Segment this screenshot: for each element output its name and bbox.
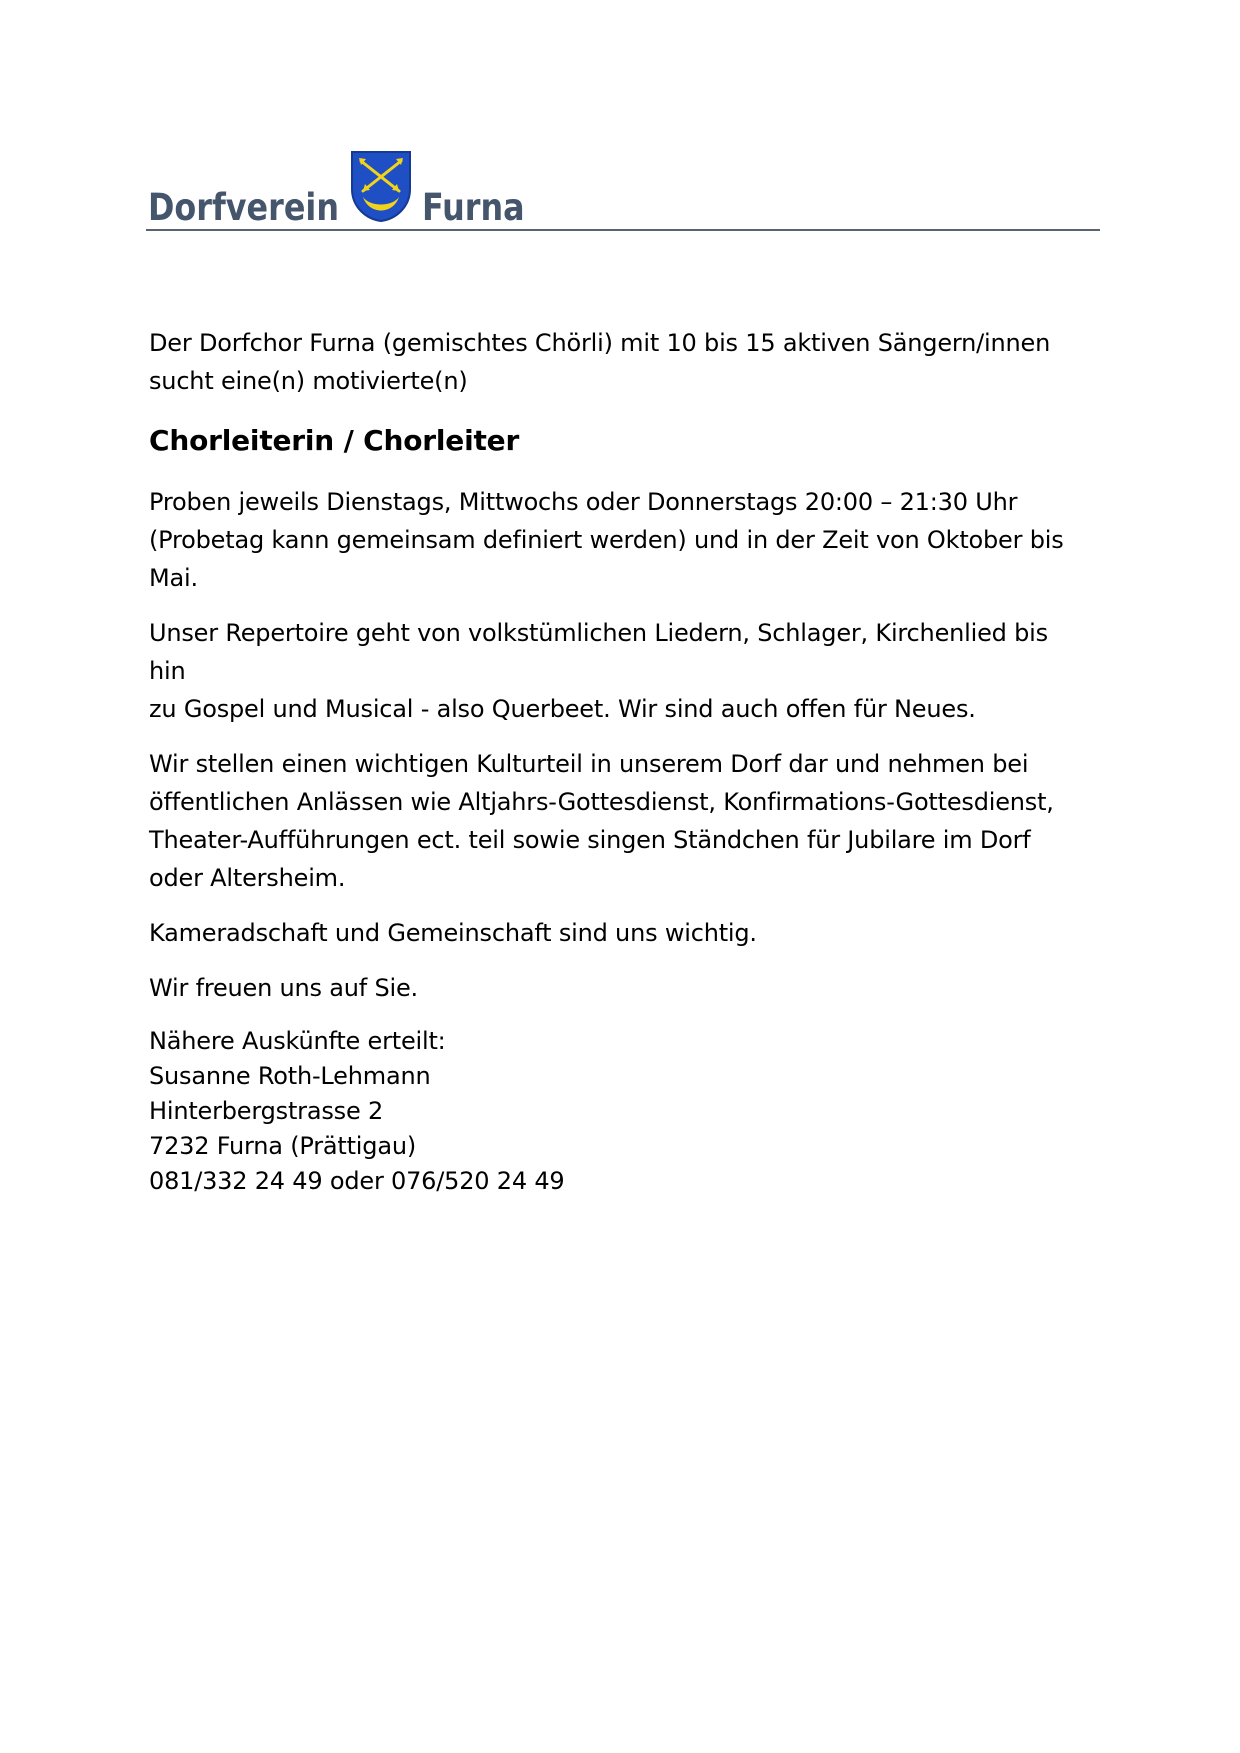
letterhead-word-dorfverein: Dorfverein: [148, 186, 339, 229]
rehearsal-line: (Probetag kann gemeinsam definiert werden) und in der Zeit von Oktober bis: [149, 526, 1064, 554]
closing-paragraph: Wir freuen uns auf Sie.: [149, 974, 418, 1002]
rehearsal-paragraph: [149, 483, 1089, 597]
contact-name: Susanne Roth-Lehmann: [149, 1062, 431, 1090]
contact-street: Hinterbergstrasse 2: [149, 1097, 384, 1125]
repertoire-line: Unser Repertoire geht von volkstümlichen Liedern, Schlager, Kirchenlied bis hin: [149, 619, 1048, 685]
culture-line: Wir stellen einen wichtigen Kulturteil in unserem Dorf dar und nehmen bei: [149, 750, 1029, 778]
position-title: Chorleiterin / Chorleiter: [149, 424, 520, 457]
intro-line: Der Dorfchor Furna (gemischtes Chörli) mit 10 bis 15 aktiven Sängern/innen: [149, 329, 1051, 357]
culture-line: öffentlichen Anlässen wie Altjahrs-Gottesdienst, Konfirmations-Gottesdienst,: [149, 788, 1054, 816]
culture-line: Theater-Aufführungen ect. teil sowie singen Ständchen für Jubilare im Dorf: [149, 826, 1031, 854]
coat-of-arms-icon: [349, 149, 413, 223]
notice-body: [149, 324, 1089, 1199]
repertoire-line: zu Gospel und Musical - also Querbeet. Wir sind auch offen für Neues.: [149, 695, 976, 723]
community-paragraph: Kameradschaft und Gemeinschaft sind uns wichtig.: [149, 919, 757, 947]
contact-block: [149, 1024, 1089, 1199]
repertoire-paragraph: [149, 614, 1089, 728]
header-divider: [146, 229, 1100, 231]
contact-phone: 081/332 24 49 oder 076/520 24 49: [149, 1167, 565, 1195]
letterhead-word-furna: Furna: [422, 186, 525, 229]
intro-line: sucht eine(n) motivierte(n): [149, 367, 468, 395]
culture-line: oder Altersheim.: [149, 864, 346, 892]
contact-intro: Nähere Auskünfte erteilt:: [149, 1027, 446, 1055]
intro-paragraph: [149, 324, 1089, 400]
rehearsal-line: Proben jeweils Dienstags, Mittwochs oder Donnerstags 20:00 – 21:30 Uhr: [149, 488, 1018, 516]
rehearsal-line: Mai.: [149, 564, 198, 592]
culture-paragraph: [149, 745, 1089, 897]
letterhead: [146, 146, 1100, 230]
contact-city: 7232 Furna (Prättigau): [149, 1132, 416, 1160]
